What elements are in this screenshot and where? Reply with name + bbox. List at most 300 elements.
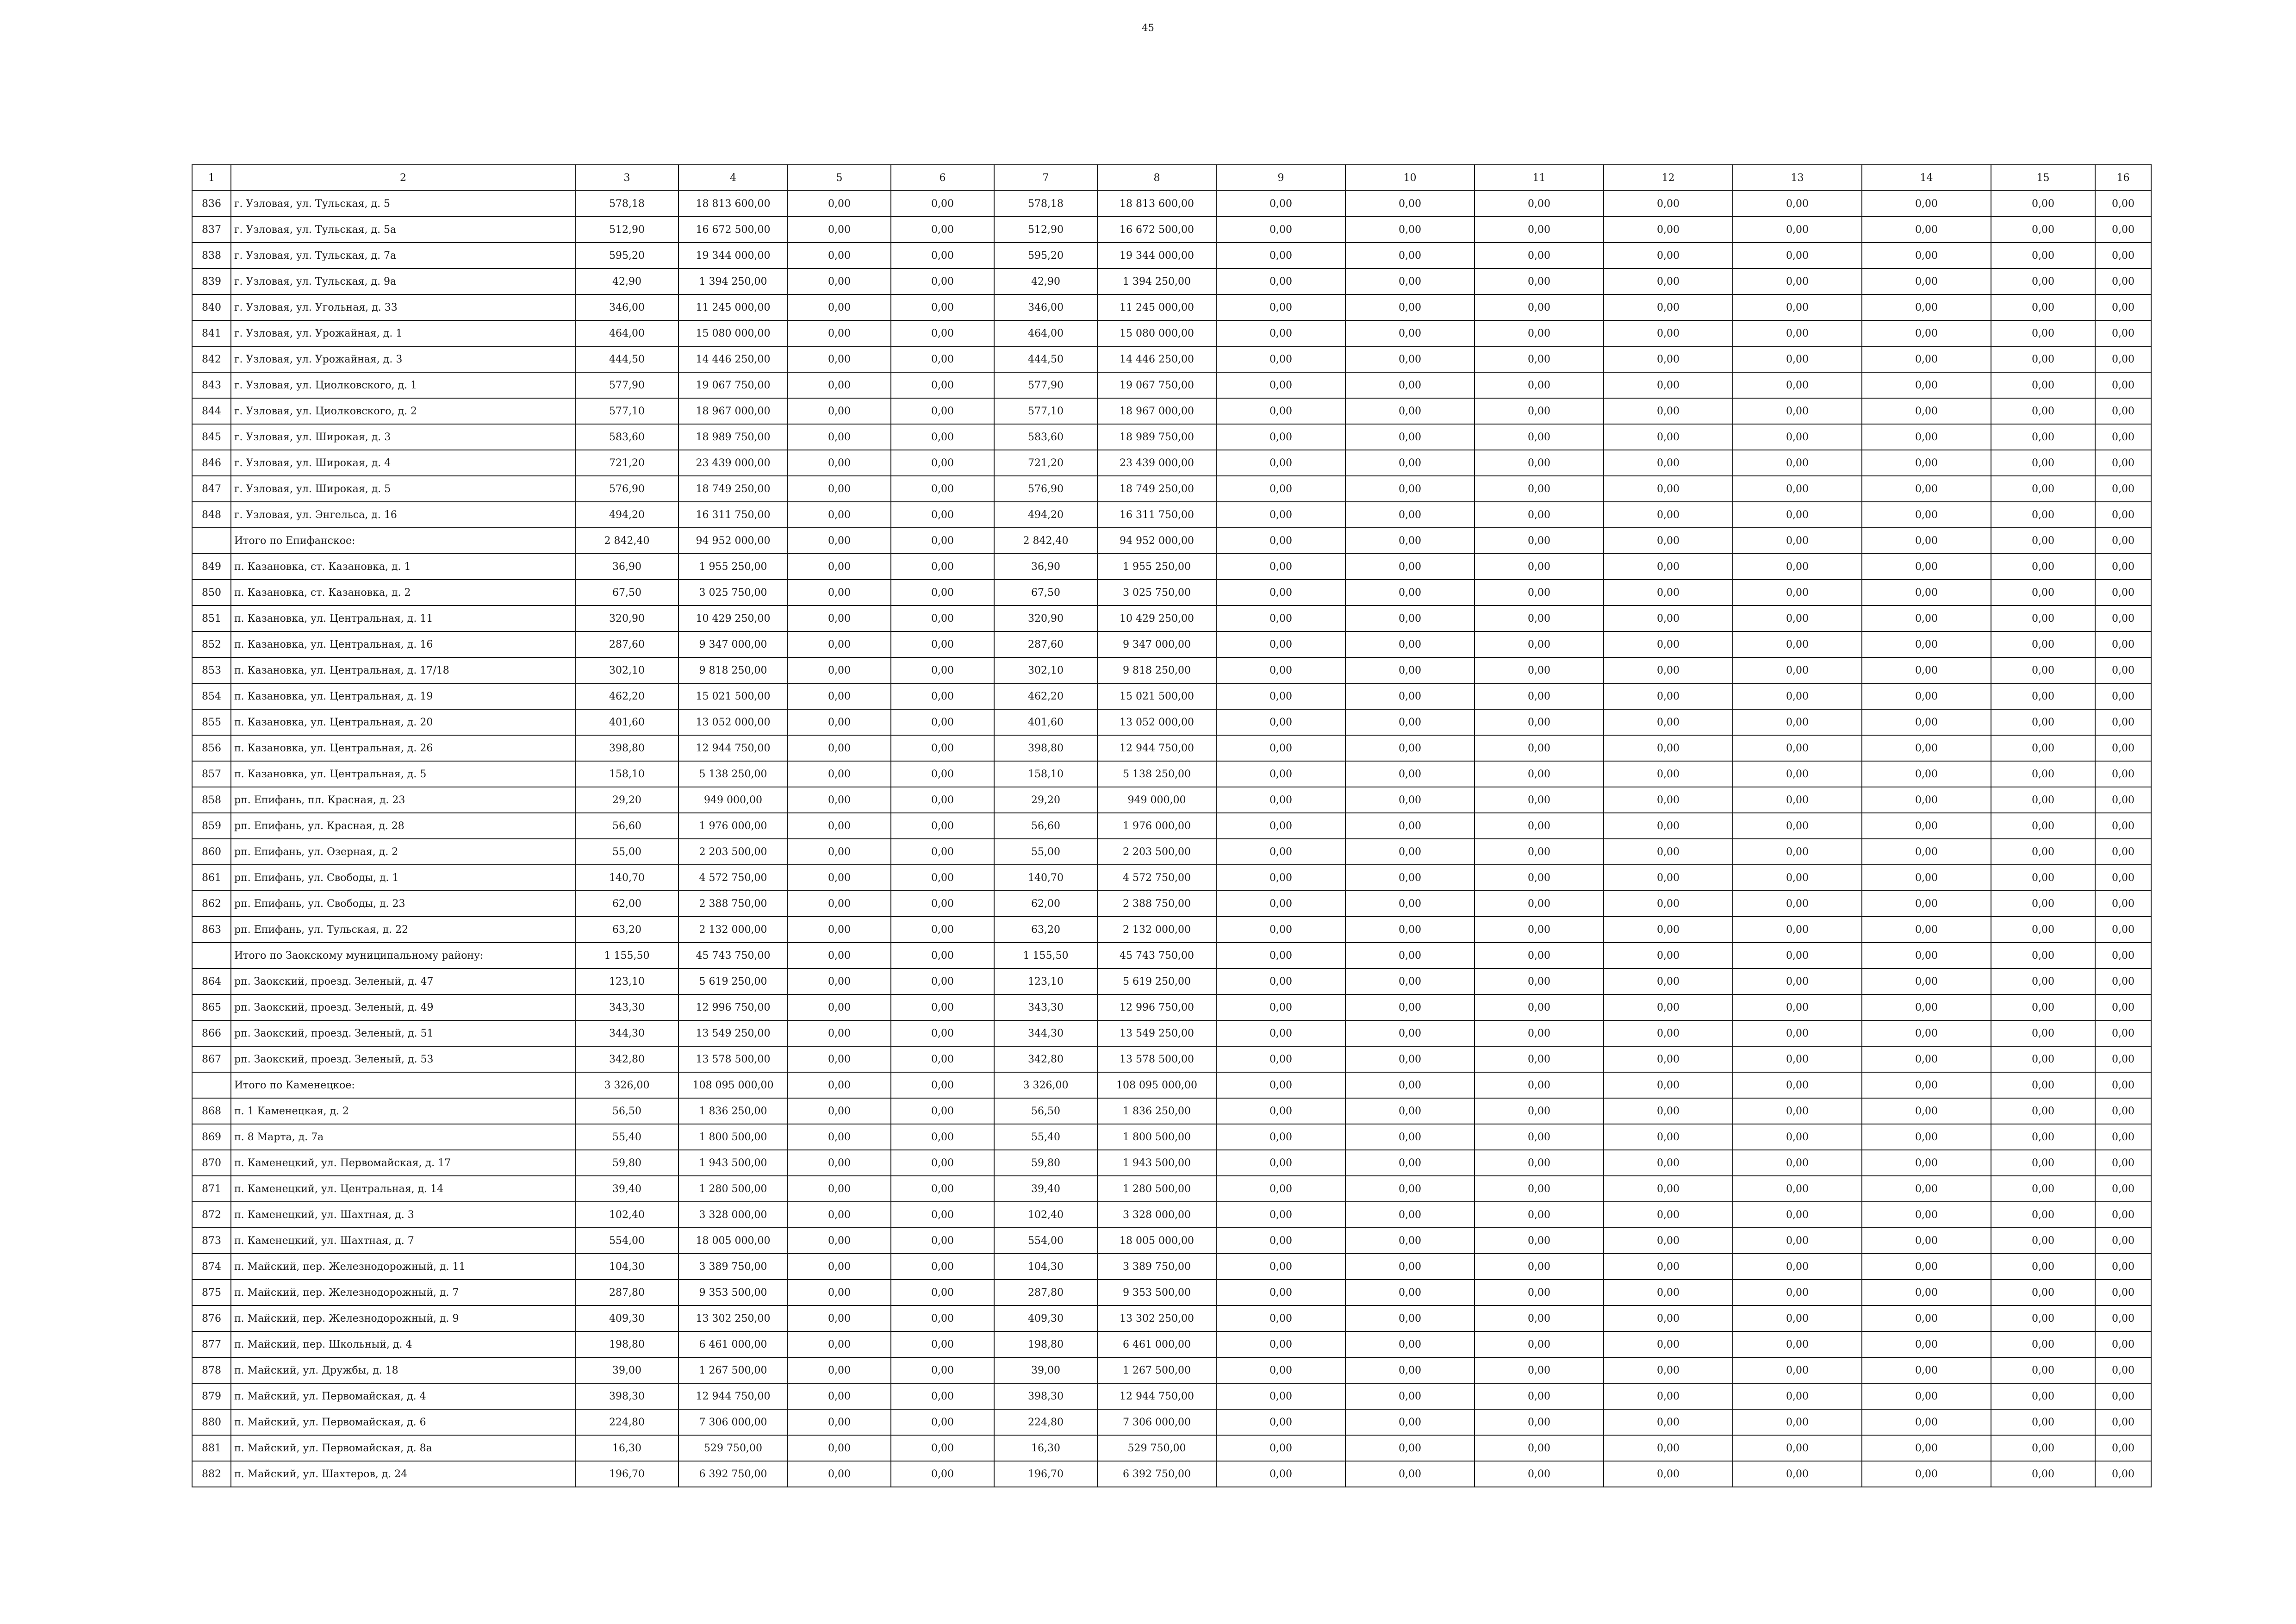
cost-cell: 1 280 500,00	[678, 1176, 788, 1202]
row-number: 880	[192, 1409, 231, 1435]
cost-cell: 94 952 000,00	[1097, 528, 1216, 554]
address-cell: рп. Заокский, проезд. Зеленый, д. 47	[231, 968, 575, 994]
column-number: 14	[1862, 165, 1991, 191]
value-cell: 0,00	[1216, 450, 1345, 476]
value-cell: 0,00	[1991, 1150, 2095, 1176]
row-number: 879	[192, 1383, 231, 1409]
area-cell: 464,00	[994, 320, 1097, 346]
cost-cell: 5 138 250,00	[1097, 761, 1216, 787]
area-cell: 342,80	[994, 1046, 1097, 1072]
value-cell: 0,00	[1345, 683, 1475, 709]
table-row	[192, 1461, 2151, 1487]
value-cell: 0,00	[1604, 1409, 1733, 1435]
column-number: 16	[2095, 165, 2151, 191]
cost-cell: 45 743 750,00	[678, 943, 788, 968]
value-cell: 0,00	[1733, 891, 1862, 917]
address-cell: п. Казановка, ул. Центральная, д. 16	[231, 631, 575, 657]
value-cell: 0,00	[1733, 1202, 1862, 1228]
address-cell: п. Каменецкий, ул. Первомайская, д. 17	[231, 1150, 575, 1176]
value-cell: 0,00	[1991, 865, 2095, 891]
value-cell: 0,00	[1475, 1461, 1604, 1487]
area-cell: 554,00	[994, 1228, 1097, 1254]
value-cell: 0,00	[1216, 476, 1345, 502]
value-cell: 0,00	[1733, 1124, 1862, 1150]
value-cell: 0,00	[1862, 1176, 1991, 1202]
value-cell: 0,00	[1475, 217, 1604, 243]
value-cell: 0,00	[1345, 761, 1475, 787]
area-cell: 344,30	[575, 1020, 678, 1046]
value-cell: 0,00	[1991, 1254, 2095, 1280]
value-cell: 0,00	[1604, 424, 1733, 450]
area-cell: 67,50	[575, 580, 678, 606]
value-cell: 0,00	[2095, 1254, 2151, 1280]
value-cell: 0,00	[891, 243, 994, 269]
value-cell: 0,00	[1991, 917, 2095, 943]
value-cell: 0,00	[788, 787, 891, 813]
value-cell: 0,00	[788, 424, 891, 450]
value-cell: 0,00	[891, 891, 994, 917]
value-cell: 0,00	[1345, 502, 1475, 528]
value-cell: 0,00	[1991, 217, 2095, 243]
column-number: 11	[1475, 165, 1604, 191]
cost-cell: 12 996 750,00	[678, 994, 788, 1020]
value-cell: 0,00	[1345, 1409, 1475, 1435]
value-cell: 0,00	[1216, 994, 1345, 1020]
table-row	[192, 1124, 2151, 1150]
value-cell: 0,00	[788, 398, 891, 424]
area-cell: 196,70	[994, 1461, 1097, 1487]
value-cell: 0,00	[1604, 1280, 1733, 1305]
row-number: 878	[192, 1357, 231, 1383]
area-cell: 444,50	[994, 346, 1097, 372]
value-cell: 0,00	[891, 994, 994, 1020]
value-cell: 0,00	[1733, 943, 1862, 968]
area-cell: 576,90	[575, 476, 678, 502]
value-cell: 0,00	[1475, 243, 1604, 269]
value-cell: 0,00	[1345, 891, 1475, 917]
cost-cell: 94 952 000,00	[678, 528, 788, 554]
value-cell: 0,00	[1862, 606, 1991, 631]
value-cell: 0,00	[1216, 217, 1345, 243]
value-cell: 0,00	[891, 1409, 994, 1435]
value-cell: 0,00	[1475, 269, 1604, 294]
area-cell: 224,80	[994, 1409, 1097, 1435]
cost-cell: 2 203 500,00	[1097, 839, 1216, 865]
value-cell: 0,00	[788, 657, 891, 683]
row-number: 866	[192, 1020, 231, 1046]
value-cell: 0,00	[788, 269, 891, 294]
row-number: 849	[192, 554, 231, 580]
column-number: 2	[231, 165, 575, 191]
value-cell: 0,00	[1733, 1383, 1862, 1409]
value-cell: 0,00	[1604, 476, 1733, 502]
area-cell: 583,60	[994, 424, 1097, 450]
value-cell: 0,00	[1991, 243, 2095, 269]
value-cell: 0,00	[1604, 968, 1733, 994]
table-row	[192, 502, 2151, 528]
value-cell: 0,00	[1733, 294, 1862, 320]
value-cell: 0,00	[1604, 217, 1733, 243]
value-cell: 0,00	[2095, 1176, 2151, 1202]
cost-cell: 14 446 250,00	[678, 346, 788, 372]
value-cell: 0,00	[788, 683, 891, 709]
address-cell: п. Майский, ул. Шахтеров, д. 24	[231, 1461, 575, 1487]
table-row	[192, 1176, 2151, 1202]
row-number: 874	[192, 1254, 231, 1280]
value-cell: 0,00	[1862, 1020, 1991, 1046]
value-cell: 0,00	[1216, 320, 1345, 346]
value-cell: 0,00	[1991, 1435, 2095, 1461]
value-cell: 0,00	[2095, 1202, 2151, 1228]
value-cell: 0,00	[2095, 1124, 2151, 1150]
value-cell: 0,00	[1604, 1176, 1733, 1202]
value-cell: 0,00	[1345, 450, 1475, 476]
value-cell: 0,00	[1216, 709, 1345, 735]
value-cell: 0,00	[1862, 1383, 1991, 1409]
value-cell: 0,00	[891, 657, 994, 683]
value-cell: 0,00	[788, 1176, 891, 1202]
cost-cell: 7 306 000,00	[1097, 1409, 1216, 1435]
value-cell: 0,00	[1733, 1072, 1862, 1098]
cost-cell: 18 813 600,00	[678, 191, 788, 217]
area-cell: 577,90	[994, 372, 1097, 398]
value-cell: 0,00	[1991, 476, 2095, 502]
value-cell: 0,00	[1733, 424, 1862, 450]
value-cell: 0,00	[1216, 1461, 1345, 1487]
value-cell: 0,00	[1345, 917, 1475, 943]
cost-cell: 4 572 750,00	[1097, 865, 1216, 891]
value-cell: 0,00	[788, 1409, 891, 1435]
table-row	[192, 813, 2151, 839]
area-cell: 29,20	[994, 787, 1097, 813]
value-cell: 0,00	[1604, 450, 1733, 476]
area-cell: 2 842,40	[994, 528, 1097, 554]
area-cell: 595,20	[994, 243, 1097, 269]
value-cell: 0,00	[788, 968, 891, 994]
value-cell: 0,00	[1216, 1202, 1345, 1228]
value-cell: 0,00	[1216, 606, 1345, 631]
value-cell: 0,00	[788, 346, 891, 372]
address-cell: п. Майский, ул. Дружбы, д. 18	[231, 1357, 575, 1383]
area-cell: 721,20	[994, 450, 1097, 476]
area-cell: 158,10	[994, 761, 1097, 787]
address-cell: г. Узловая, ул. Широкая, д. 3	[231, 424, 575, 450]
value-cell: 0,00	[1475, 1020, 1604, 1046]
value-cell: 0,00	[1604, 554, 1733, 580]
value-cell: 0,00	[1733, 346, 1862, 372]
value-cell: 0,00	[1862, 1202, 1991, 1228]
value-cell: 0,00	[1733, 709, 1862, 735]
value-cell: 0,00	[788, 891, 891, 917]
value-cell: 0,00	[788, 294, 891, 320]
value-cell: 0,00	[1733, 1435, 1862, 1461]
value-cell: 0,00	[788, 1357, 891, 1383]
cost-cell: 13 578 500,00	[1097, 1046, 1216, 1072]
value-cell: 0,00	[1991, 1331, 2095, 1357]
row-number: 882	[192, 1461, 231, 1487]
page-number: 45	[1142, 22, 1154, 33]
value-cell: 0,00	[2095, 968, 2151, 994]
cost-cell: 10 429 250,00	[1097, 606, 1216, 631]
area-cell: 398,80	[575, 735, 678, 761]
value-cell: 0,00	[788, 1254, 891, 1280]
value-cell: 0,00	[1345, 243, 1475, 269]
value-cell: 0,00	[1991, 1305, 2095, 1331]
value-cell: 0,00	[788, 1228, 891, 1254]
value-cell: 0,00	[1345, 217, 1475, 243]
value-cell: 0,00	[1604, 657, 1733, 683]
cost-cell: 18 749 250,00	[678, 476, 788, 502]
column-number: 5	[788, 165, 891, 191]
value-cell: 0,00	[1345, 813, 1475, 839]
table-row	[192, 865, 2151, 891]
cost-cell: 1 836 250,00	[678, 1098, 788, 1124]
value-cell: 0,00	[1345, 735, 1475, 761]
area-cell: 158,10	[575, 761, 678, 787]
value-cell: 0,00	[1345, 1124, 1475, 1150]
cost-cell: 1 280 500,00	[1097, 1176, 1216, 1202]
value-cell: 0,00	[1862, 1435, 1991, 1461]
address-cell: г. Узловая, ул. Широкая, д. 5	[231, 476, 575, 502]
table-row	[192, 1305, 2151, 1331]
value-cell: 0,00	[1604, 839, 1733, 865]
area-cell: 462,20	[575, 683, 678, 709]
value-cell: 0,00	[2095, 891, 2151, 917]
value-cell: 0,00	[891, 191, 994, 217]
value-cell: 0,00	[891, 1383, 994, 1409]
cost-cell: 9 818 250,00	[678, 657, 788, 683]
value-cell: 0,00	[1345, 994, 1475, 1020]
cost-cell: 23 439 000,00	[1097, 450, 1216, 476]
row-number: 857	[192, 761, 231, 787]
cost-cell: 11 245 000,00	[678, 294, 788, 320]
address-cell: п. Казановка, ул. Центральная, д. 17/18	[231, 657, 575, 683]
area-cell: 287,60	[575, 631, 678, 657]
value-cell: 0,00	[1475, 683, 1604, 709]
cost-cell: 13 302 250,00	[678, 1305, 788, 1331]
area-cell: 512,90	[575, 217, 678, 243]
value-cell: 0,00	[1216, 1305, 1345, 1331]
value-cell: 0,00	[1216, 891, 1345, 917]
value-cell: 0,00	[1862, 943, 1991, 968]
value-cell: 0,00	[1733, 917, 1862, 943]
value-cell: 0,00	[1991, 450, 2095, 476]
value-cell: 0,00	[788, 917, 891, 943]
value-cell: 0,00	[788, 1383, 891, 1409]
value-cell: 0,00	[1991, 191, 2095, 217]
cost-cell: 9 347 000,00	[1097, 631, 1216, 657]
area-cell: 3 326,00	[994, 1072, 1097, 1098]
value-cell: 0,00	[1862, 1357, 1991, 1383]
value-cell: 0,00	[1475, 631, 1604, 657]
value-cell: 0,00	[1216, 294, 1345, 320]
cost-cell: 12 944 750,00	[678, 1383, 788, 1409]
value-cell: 0,00	[1345, 839, 1475, 865]
value-cell: 0,00	[1862, 1150, 1991, 1176]
value-cell: 0,00	[788, 631, 891, 657]
cost-cell: 1 976 000,00	[1097, 813, 1216, 839]
value-cell: 0,00	[1604, 813, 1733, 839]
value-cell: 0,00	[1733, 1098, 1862, 1124]
area-cell: 343,30	[994, 994, 1097, 1020]
column-number: 9	[1216, 165, 1345, 191]
cost-cell: 15 080 000,00	[678, 320, 788, 346]
cost-cell: 9 347 000,00	[678, 631, 788, 657]
table-row	[192, 243, 2151, 269]
cost-cell: 1 267 500,00	[1097, 1357, 1216, 1383]
value-cell: 0,00	[1475, 1357, 1604, 1383]
value-cell: 0,00	[788, 528, 891, 554]
value-cell: 0,00	[1475, 606, 1604, 631]
value-cell: 0,00	[1475, 1383, 1604, 1409]
value-cell: 0,00	[891, 683, 994, 709]
value-cell: 0,00	[2095, 917, 2151, 943]
value-cell: 0,00	[1345, 269, 1475, 294]
value-cell: 0,00	[1604, 269, 1733, 294]
column-number: 7	[994, 165, 1097, 191]
value-cell: 0,00	[2095, 994, 2151, 1020]
value-cell: 0,00	[1216, 424, 1345, 450]
value-cell: 0,00	[1991, 631, 2095, 657]
value-cell: 0,00	[1991, 994, 2095, 1020]
address-cell: рп. Епифань, пл. Красная, д. 23	[231, 787, 575, 813]
area-cell: 512,90	[994, 217, 1097, 243]
area-cell: 320,90	[575, 606, 678, 631]
area-cell: 595,20	[575, 243, 678, 269]
cost-cell: 18 813 600,00	[1097, 191, 1216, 217]
value-cell: 0,00	[1991, 554, 2095, 580]
table-row	[192, 1046, 2151, 1072]
address-cell: п. Казановка, ул. Центральная, д. 26	[231, 735, 575, 761]
value-cell: 0,00	[1216, 968, 1345, 994]
value-cell: 0,00	[1604, 1228, 1733, 1254]
value-cell: 0,00	[2095, 320, 2151, 346]
row-number	[192, 1072, 231, 1098]
address-cell: п. Казановка, ст. Казановка, д. 2	[231, 580, 575, 606]
address-cell: п. Майский, пер. Железнодорожный, д. 7	[231, 1280, 575, 1305]
value-cell: 0,00	[891, 1461, 994, 1487]
cost-cell: 13 302 250,00	[1097, 1305, 1216, 1331]
value-cell: 0,00	[1604, 1357, 1733, 1383]
value-cell: 0,00	[891, 1072, 994, 1098]
value-cell: 0,00	[1345, 346, 1475, 372]
value-cell: 0,00	[891, 217, 994, 243]
area-cell: 55,40	[575, 1124, 678, 1150]
value-cell: 0,00	[2095, 787, 2151, 813]
value-cell: 0,00	[891, 1046, 994, 1072]
address-cell: г. Узловая, ул. Урожайная, д. 1	[231, 320, 575, 346]
value-cell: 0,00	[1733, 1228, 1862, 1254]
row-number: 875	[192, 1280, 231, 1305]
value-cell: 0,00	[1216, 1435, 1345, 1461]
value-cell: 0,00	[1862, 735, 1991, 761]
value-cell: 0,00	[1862, 424, 1991, 450]
area-cell: 464,00	[575, 320, 678, 346]
value-cell: 0,00	[1604, 606, 1733, 631]
value-cell: 0,00	[1733, 865, 1862, 891]
cost-cell: 949 000,00	[1097, 787, 1216, 813]
area-cell: 67,50	[994, 580, 1097, 606]
row-number: 846	[192, 450, 231, 476]
cost-cell: 3 389 750,00	[678, 1254, 788, 1280]
address-cell: п. Майский, пер. Железнодорожный, д. 11	[231, 1254, 575, 1280]
value-cell: 0,00	[1862, 191, 1991, 217]
value-cell: 0,00	[1862, 294, 1991, 320]
row-number: 838	[192, 243, 231, 269]
area-cell: 56,60	[575, 813, 678, 839]
area-cell: 342,80	[575, 1046, 678, 1072]
value-cell: 0,00	[1733, 606, 1862, 631]
address-cell: рп. Епифань, ул. Тульская, д. 22	[231, 917, 575, 943]
value-cell: 0,00	[2095, 1098, 2151, 1124]
value-cell: 0,00	[1604, 1072, 1733, 1098]
cost-cell: 18 005 000,00	[1097, 1228, 1216, 1254]
value-cell: 0,00	[891, 554, 994, 580]
cost-cell: 18 967 000,00	[1097, 398, 1216, 424]
address-cell: рп. Епифань, ул. Свободы, д. 1	[231, 865, 575, 891]
value-cell: 0,00	[1216, 528, 1345, 554]
value-cell: 0,00	[1345, 787, 1475, 813]
value-cell: 0,00	[1733, 502, 1862, 528]
value-cell: 0,00	[1733, 1409, 1862, 1435]
cost-cell: 6 392 750,00	[678, 1461, 788, 1487]
value-cell: 0,00	[1216, 554, 1345, 580]
value-cell: 0,00	[788, 813, 891, 839]
row-number: 881	[192, 1435, 231, 1461]
value-cell: 0,00	[891, 269, 994, 294]
table-row	[192, 891, 2151, 917]
value-cell: 0,00	[1475, 943, 1604, 968]
value-cell: 0,00	[1475, 372, 1604, 398]
column-number: 13	[1733, 165, 1862, 191]
table-row	[192, 217, 2151, 243]
value-cell: 0,00	[891, 839, 994, 865]
cost-cell: 1 800 500,00	[1097, 1124, 1216, 1150]
value-cell: 0,00	[1604, 294, 1733, 320]
value-cell: 0,00	[1862, 476, 1991, 502]
value-cell: 0,00	[1345, 398, 1475, 424]
value-cell: 0,00	[1862, 1228, 1991, 1254]
value-cell: 0,00	[1345, 424, 1475, 450]
value-cell: 0,00	[1991, 968, 2095, 994]
value-cell: 0,00	[1991, 294, 2095, 320]
value-cell: 0,00	[1604, 1383, 1733, 1409]
row-number: 853	[192, 657, 231, 683]
column-number: 12	[1604, 165, 1733, 191]
value-cell: 0,00	[1604, 1331, 1733, 1357]
cost-cell: 13 549 250,00	[678, 1020, 788, 1046]
value-cell: 0,00	[1345, 865, 1475, 891]
area-cell: 577,10	[994, 398, 1097, 424]
row-number: 861	[192, 865, 231, 891]
value-cell: 0,00	[1862, 320, 1991, 346]
column-number: 1	[192, 165, 231, 191]
value-cell: 0,00	[1604, 1254, 1733, 1280]
row-number: 872	[192, 1202, 231, 1228]
value-cell: 0,00	[1733, 580, 1862, 606]
address-cell: г. Узловая, ул. Тульская, д. 9а	[231, 269, 575, 294]
value-cell: 0,00	[1475, 580, 1604, 606]
value-cell: 0,00	[1345, 476, 1475, 502]
cost-cell: 1 394 250,00	[678, 269, 788, 294]
address-cell: п. Казановка, ул. Центральная, д. 5	[231, 761, 575, 787]
value-cell: 0,00	[1216, 1280, 1345, 1305]
value-cell: 0,00	[891, 1254, 994, 1280]
value-cell: 0,00	[1475, 1280, 1604, 1305]
area-cell: 583,60	[575, 424, 678, 450]
value-cell: 0,00	[788, 1331, 891, 1357]
value-cell: 0,00	[1862, 1046, 1991, 1072]
